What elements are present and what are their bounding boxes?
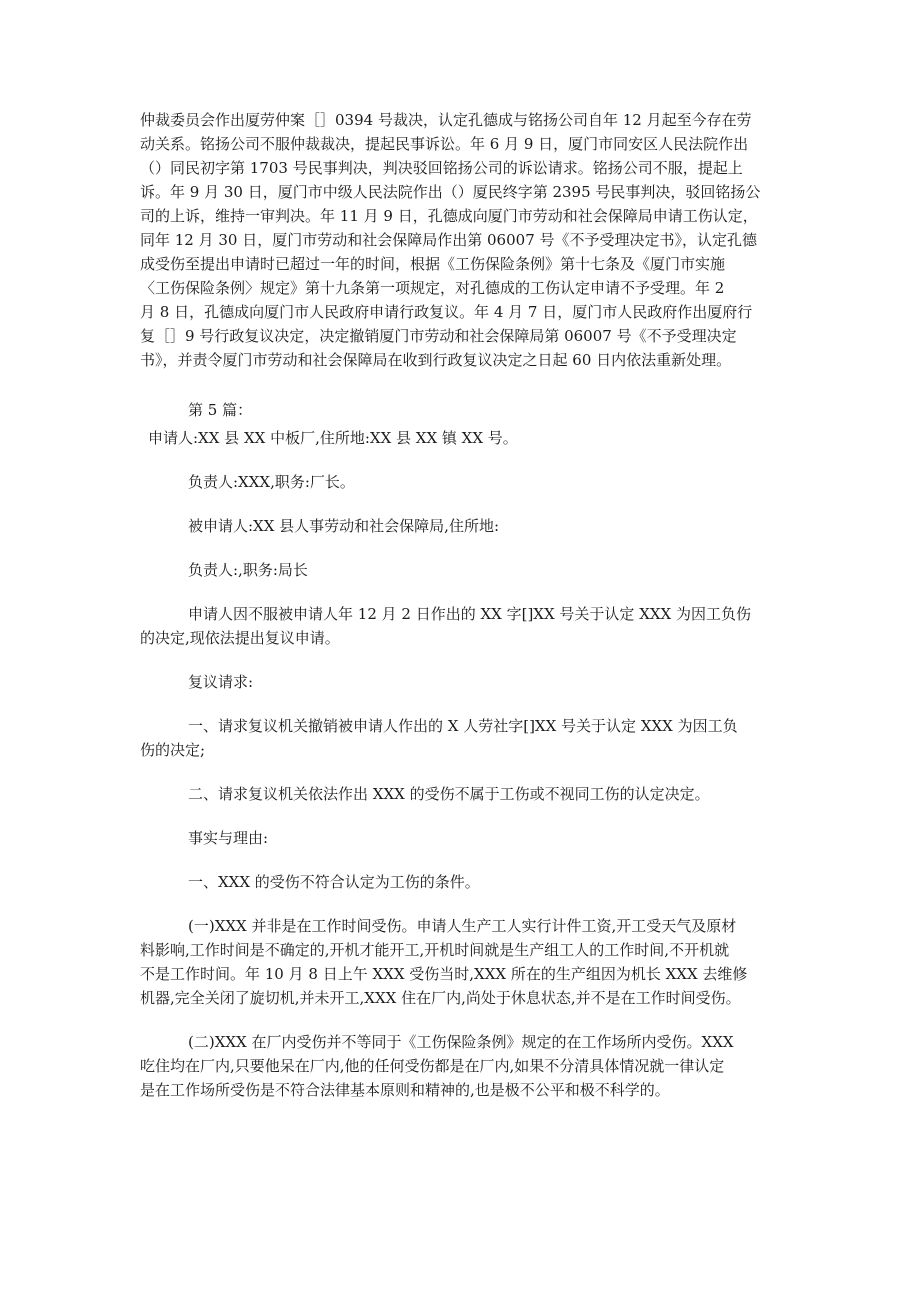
text-line: 是在工作场所受伤是不符合法律基本原则和精神的,也是极不公平和极不科学的。 [140,1081,670,1099]
section-heading: 第 5 篇： [188,401,253,419]
text-line: 料影响,工作时间是不确定的,开机才能开工,开机时间就是生产组工人的工作时间,不开机就 [140,941,730,959]
text-line: （）同民初字第 1703 号民事判决，判决驳回铭扬公司的诉讼请求。铭扬公司不服，提起上 [140,159,743,177]
text-line: 机器,完全关闭了旋切机,并未开工,XXX 住在厂内,尚处于休息状态,并不是在工作时间受伤。 [140,989,741,1007]
text-line: (二)XXX 在厂内受伤并不等同于《工伤保险条例》规定的在工作场所内受伤。XXX [188,1033,734,1051]
text-line: 动关系。铭扬公司不服仲裁裁决，提起民事诉讼。年 6 月 9 日，厦门市同安区人民法院作出 [140,135,749,153]
text-line: 一、请求复议机关撤销被申请人作出的 X 人劳社字[]XX 号关于认定 XXX 为因工负 [188,717,738,735]
text-line: 诉。年 9 月 30 日，厦门市中级人民法院作出（）厦民终字第 2395 号民事判决，驳回铭扬公 [140,183,761,201]
reason-1-title: 一、XXX 的受伤不符合认定为工伤的条件。 [188,873,480,891]
facts-title: 事实与理由: [188,829,269,847]
respondent-line: 被申请人:XX 县人事劳动和社会保障局,住所地: [188,517,500,535]
reason-1b-paragraph [140,1030,784,1102]
text-line: 〈工伤保险条例〉规定》第十九条第一项规定，对孔德成的工伤认定申请不予受理。年 2 [140,279,725,297]
request-1-paragraph [140,714,784,762]
reason-1a-paragraph [140,914,784,1010]
text-line: 申请人因不服被申请人年 12 月 2 日作出的 XX 字[]XX 号关于认定 XXX 为因工负伤 [188,605,752,623]
text-line: 复［］9 号行政复议决定，决定撤销厦门市劳动和社会保障局第 06007 号《不予受理决定 [140,327,737,345]
applicant-line: 申请人:XX 县 XX 中板厂,住所地:XX 县 XX 镇 XX 号。 [148,429,518,447]
intro-paragraph [140,108,784,372]
text-line: 司的上诉，维持一审判决。年 11 月 9 日，孔德成向厦门市劳动和社会保障局申请工伤认定， [140,207,758,225]
text-line: (一)XXX 并非是在工作时间受伤。申请人生产工人实行计件工资,开工受天气及原材 [188,917,737,935]
text-line: 书》，并责令厦门市劳动和社会保障局在收到行政复议决定之日起 60 日内依法重新处理。 [140,351,732,369]
text-line: 伤的决定; [140,741,206,759]
text-line: 的决定,现依法提出复议申请。 [140,629,340,647]
respondent-head-line: 负责人:,职务:局长 [188,561,308,579]
text-line: 仲裁委员会作出厦劳仲案［］0394 号裁决，认定孔德成与铭扬公司自年 12 月起至今存在劳 [140,111,752,129]
request-2-line: 二、请求复议机关依法作出 XXX 的受伤不属于工伤或不视同工伤的认定决定。 [188,785,710,803]
text-line: 月 8 日，孔德成向厦门市人民政府申请行政复议。年 4 月 7 日，厦门市人民政府作出厦府行 [140,303,753,321]
requests-title: 复议请求: [188,673,254,691]
text-line: 吃住均在厂内,只要他呆在厂内,他的任何受伤都是在厂内,如果不分清具体情况就一律认定 [140,1057,725,1075]
text-line: 成受伤至提出申请时已超过一年的时间，根据《工伤保险条例》第十七条及《厦门市实施 [140,255,726,273]
statement-paragraph [140,602,784,650]
document-page [140,108,784,1102]
applicant-head-line: 负责人:XXX,职务:厂长。 [188,473,355,491]
text-line: 同年 12 月 30 日，厦门市劳动和社会保障局作出第 06007 号《不予受理决定书》，认定孔德 [140,231,758,249]
text-line: 不是工作时间。年 10 月 8 日上午 XXX 受伤当时,XXX 所在的生产组因为机长 XXX 去维修 [140,965,748,983]
